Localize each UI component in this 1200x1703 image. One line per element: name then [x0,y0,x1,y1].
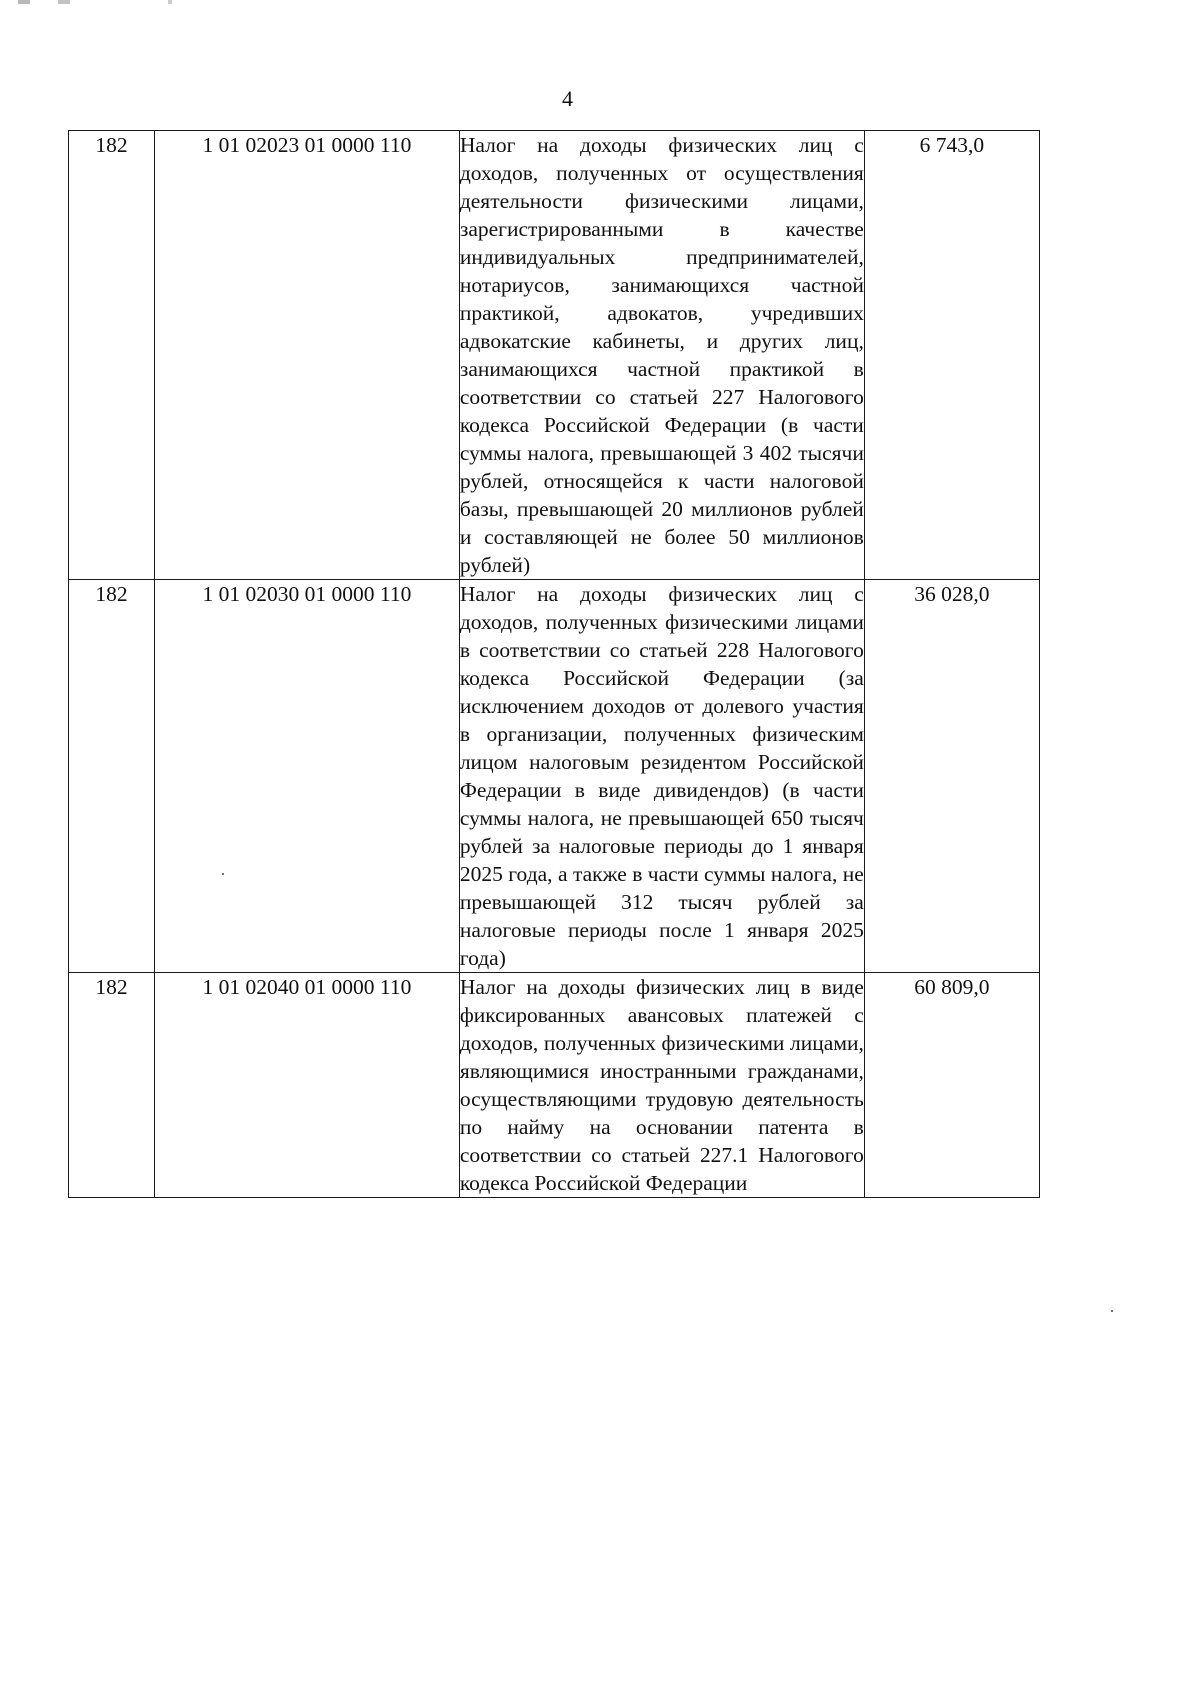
admin-code-cell: 182 [69,973,155,1198]
amount-cell: 36 028,0 [864,580,1039,973]
table-row [69,973,1040,1198]
amount-cell: 6 743,0 [864,131,1039,580]
page-number: 4 [562,86,573,111]
table-row [69,580,1040,973]
revenue-name-cell: Налог на доходы физических лиц с доходов, полученных от осуществления деятельности физическими лицами, зарегистрированными в качестве индивидуальных предпринимателей, нотариусов, занимающихся частной практикой, адвокатов, учредивших адвокатские кабинеты, и других лиц, занимающихся частной практикой в соответствии со статьей 227 Налогового кодекса Российской Федерации (в части суммы налога, превышающей 3 402 тысячи рублей, относящейся к части налоговой базы, превышающей 20 миллионов рублей и составляющей не более 50 миллионов рублей) [459,131,864,580]
admin-code-cell: 182 [69,131,155,580]
table-row [69,131,1040,580]
kbk-code-cell: 1 01 02040 01 0000 110 [155,973,460,1198]
revenue-name-cell: Налог на доходы физических лиц с доходов, полученных физическими лицами в соответствии со статьей 228 Налогового кодекса Российской Федерации (за исключением доходов от долевого участия в организации, полученных физическим лицом налоговым резидентом Российской Федерации в виде дивидендов) (в части суммы налога, не превышающей 650 тысяч рублей за налоговые периоды до 1 января 2025 года, а также в части суммы налога, не превышающей 312 тысяч рублей за налоговые периоды после 1 января 2025 года) [459,580,864,973]
scan-speck [222,873,224,875]
scan-speck [1111,1310,1113,1312]
admin-code-cell: 182 [69,580,155,973]
kbk-code-cell: 1 01 02030 01 0000 110 [155,580,460,973]
amount-cell: 60 809,0 [864,973,1039,1198]
revenue-table [68,130,1040,1198]
kbk-code-cell: 1 01 02023 01 0000 110 [155,131,460,580]
revenue-name-cell: Налог на доходы физических лиц в виде фиксированных авансовых платежей с доходов, полученных физическими лицами, являющимися иностранными гражданами, осуществляющими трудовую деятельность по найму на основании патента в соответствии со статьей 227.1 Налогового кодекса Российской Федерации [459,973,864,1198]
scan-artifact [18,0,178,4]
